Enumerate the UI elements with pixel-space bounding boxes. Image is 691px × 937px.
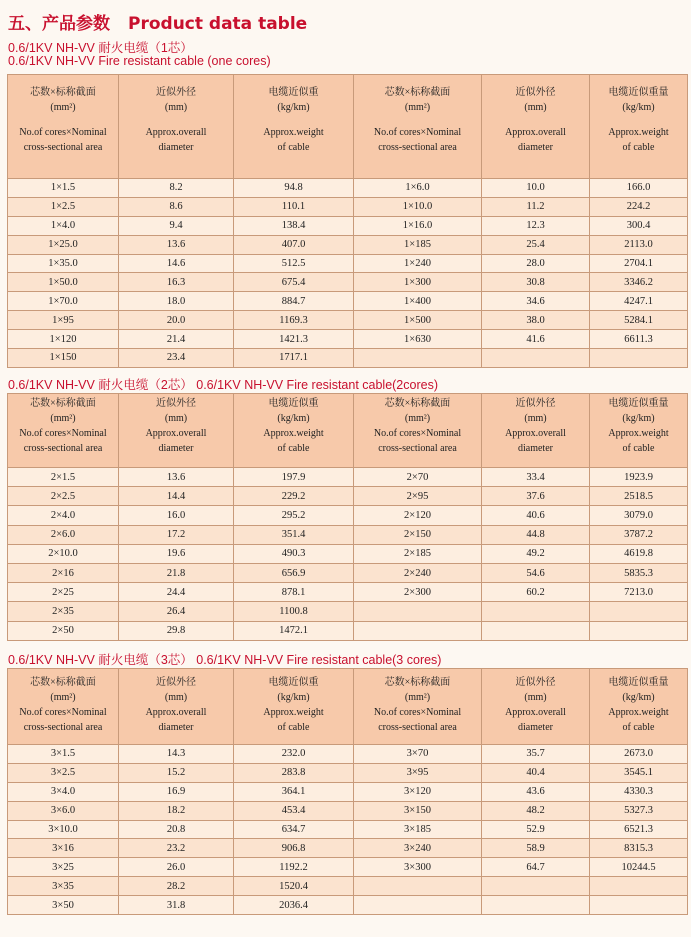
- right-cell: [482, 896, 590, 915]
- left-cell: 1×2.5: [8, 197, 119, 216]
- right-cell: 35.7: [482, 745, 590, 764]
- right-cell: 38.0: [482, 311, 590, 330]
- left-cell: 1×95: [8, 311, 119, 330]
- right-cell: 54.6: [482, 563, 590, 582]
- table-row: [8, 745, 688, 764]
- three-core-table: [7, 668, 688, 915]
- left-cell: 1×70.0: [8, 292, 119, 311]
- right-cell: 10244.5: [590, 858, 688, 877]
- header-row: [8, 669, 688, 745]
- table-row: [8, 273, 688, 292]
- header-line: of cable: [277, 722, 310, 733]
- left-cell: 14.4: [119, 487, 234, 506]
- header-line: of cable: [622, 722, 655, 733]
- one-core-table: [7, 74, 688, 368]
- table-row: [8, 292, 688, 311]
- left-cell: 3×35: [8, 877, 119, 896]
- right-cell: 6611.3: [590, 330, 688, 349]
- header-line: cross-sectional area: [378, 142, 457, 153]
- left-cell: 2×16: [8, 563, 119, 582]
- table-row: [8, 197, 688, 216]
- left-cell: 1×120: [8, 330, 119, 349]
- left-cell: 2×4.0: [8, 506, 119, 525]
- left-cell: 2×35: [8, 602, 119, 621]
- left-cell: 1×4.0: [8, 216, 119, 235]
- right-cell: 49.2: [482, 544, 590, 563]
- left-cell: 1×25.0: [8, 235, 119, 254]
- left-cell: 26.4: [119, 602, 234, 621]
- table-row: [8, 896, 688, 915]
- table-row: [8, 506, 688, 525]
- right-cell: [590, 896, 688, 915]
- header-row: [8, 394, 688, 468]
- right-cell: [482, 602, 590, 621]
- header-line: (mm): [164, 692, 188, 703]
- right-cell: 300.4: [590, 216, 688, 235]
- left-cell: 31.8: [119, 896, 234, 915]
- header-line: 近似外径: [515, 677, 556, 688]
- header-line: No.of cores×Nominal: [373, 127, 462, 138]
- right-cell: 4330.3: [590, 782, 688, 801]
- left-cell: 24.4: [119, 583, 234, 602]
- left-cell: 138.4: [234, 216, 354, 235]
- left-cell: 3×50: [8, 896, 119, 915]
- right-cell: 40.6: [482, 506, 590, 525]
- header-line: Approx.weight: [263, 707, 324, 718]
- left-cell: 634.7: [234, 820, 354, 839]
- section-2-caption: 0.6/1KV NH-VV 耐火电缆（2芯） 0.6/1KV NH-VV Fire resistant cable(2cores): [8, 378, 438, 392]
- right-cell: 3×120: [354, 782, 482, 801]
- header-line: (mm²): [404, 102, 431, 113]
- table-row: [8, 563, 688, 582]
- header-line: 芯数×标称截面: [30, 398, 96, 409]
- left-cell: 1×1.5: [8, 179, 119, 198]
- header-line: 电缆近似重量: [608, 87, 669, 98]
- right-cell: 33.4: [482, 468, 590, 487]
- right-cell: 1×6.0: [354, 179, 482, 198]
- table-row: [8, 311, 688, 330]
- left-cell: 23.2: [119, 839, 234, 858]
- right-cell: 8315.3: [590, 839, 688, 858]
- header-left-c2: [119, 669, 234, 745]
- header-line: Approx.weight: [608, 428, 669, 439]
- left-cell: 94.8: [234, 179, 354, 198]
- left-cell: 16.3: [119, 273, 234, 292]
- right-cell: 48.2: [482, 801, 590, 820]
- right-cell: [354, 621, 482, 640]
- header-line: 近似外径: [156, 87, 196, 98]
- table-row: [8, 877, 688, 896]
- header-line: of cable: [277, 142, 310, 153]
- right-cell: 1×300: [354, 273, 482, 292]
- header-line: Approx.weight: [263, 127, 324, 138]
- right-cell: 30.8: [482, 273, 590, 292]
- header-right-c3: [590, 669, 688, 745]
- left-cell: 13.6: [119, 235, 234, 254]
- header-line: 芯数×标称截面: [384, 677, 451, 688]
- right-cell: 1923.9: [590, 468, 688, 487]
- left-cell: 1520.4: [234, 877, 354, 896]
- header-line: No.of cores×Nominal: [373, 707, 462, 718]
- header-line: of cable: [277, 443, 310, 454]
- table-row: [8, 235, 688, 254]
- header-line: Approx.overall: [505, 428, 566, 439]
- left-cell: 878.1: [234, 583, 354, 602]
- left-cell: 3×6.0: [8, 801, 119, 820]
- right-cell: [354, 877, 482, 896]
- right-cell: 4247.1: [590, 292, 688, 311]
- header-line: 芯数×标称截面: [384, 398, 451, 409]
- page-title-cn: 五、产品参数: [8, 14, 110, 34]
- right-cell: 1×400: [354, 292, 482, 311]
- header-right-c1: [354, 75, 482, 179]
- left-cell: 2×6.0: [8, 525, 119, 544]
- header-line: diameter: [158, 722, 194, 733]
- header-line: No.of cores×Nominal: [373, 428, 462, 439]
- header-line: 芯数×标称截面: [30, 87, 96, 98]
- left-cell: 1×150: [8, 349, 119, 368]
- header-line: cross-sectional area: [378, 722, 457, 733]
- header-line: No.of cores×Nominal: [19, 428, 107, 439]
- right-cell: 3787.2: [590, 525, 688, 544]
- right-cell: 224.2: [590, 197, 688, 216]
- left-cell: 8.2: [119, 179, 234, 198]
- left-cell: 2×1.5: [8, 468, 119, 487]
- table-row: [8, 839, 688, 858]
- right-cell: 5835.3: [590, 563, 688, 582]
- right-cell: 11.2: [482, 197, 590, 216]
- left-cell: 453.4: [234, 801, 354, 820]
- header-line: (kg/km): [622, 692, 655, 703]
- left-cell: 3×1.5: [8, 745, 119, 764]
- left-cell: 2×2.5: [8, 487, 119, 506]
- right-cell: 2673.0: [590, 745, 688, 764]
- left-cell: 906.8: [234, 839, 354, 858]
- header-line: No.of cores×Nominal: [19, 127, 107, 138]
- header-left-c2: [119, 75, 234, 179]
- right-cell: 3346.2: [590, 273, 688, 292]
- header-line: Approx.weight: [263, 428, 324, 439]
- left-cell: 17.2: [119, 525, 234, 544]
- left-cell: 3×2.5: [8, 763, 119, 782]
- table-row: [8, 621, 688, 640]
- right-cell: 2×240: [354, 563, 482, 582]
- section-3-caption: 0.6/1KV NH-VV 耐火电缆（3芯） 0.6/1KV NH-VV Fire resistant cable(3 cores): [8, 653, 442, 667]
- header-line: Approx.overall: [145, 707, 207, 718]
- header-right-c1: [354, 669, 482, 745]
- left-cell: 1100.8: [234, 602, 354, 621]
- left-cell: 3×10.0: [8, 820, 119, 839]
- table-row: [8, 801, 688, 820]
- left-cell: 1×50.0: [8, 273, 119, 292]
- header-left-c1: [8, 394, 119, 468]
- header-line: diameter: [158, 443, 194, 454]
- two-core-table: [7, 393, 688, 641]
- left-cell: 3×25: [8, 858, 119, 877]
- table-row: [8, 525, 688, 544]
- table-row: [8, 820, 688, 839]
- header-line: 近似外径: [515, 398, 556, 409]
- header-left-c2: [119, 394, 234, 468]
- header-line: 近似外径: [156, 398, 196, 409]
- left-cell: 23.4: [119, 349, 234, 368]
- header-line: cross-sectional area: [23, 722, 103, 733]
- header-line: (kg/km): [277, 692, 310, 703]
- left-cell: 283.8: [234, 763, 354, 782]
- right-cell: 2×185: [354, 544, 482, 563]
- right-cell: 3545.1: [590, 763, 688, 782]
- left-cell: 19.6: [119, 544, 234, 563]
- right-cell: 1×500: [354, 311, 482, 330]
- header-line: cross-sectional area: [378, 443, 457, 454]
- left-cell: 9.4: [119, 216, 234, 235]
- left-cell: 2036.4: [234, 896, 354, 915]
- left-cell: 884.7: [234, 292, 354, 311]
- right-cell: 40.4: [482, 763, 590, 782]
- table-row: [8, 468, 688, 487]
- table-row: [8, 216, 688, 235]
- right-cell: 5284.1: [590, 311, 688, 330]
- right-cell: [354, 602, 482, 621]
- right-cell: 2518.5: [590, 487, 688, 506]
- header-line: Approx.weight: [608, 707, 669, 718]
- right-cell: [590, 349, 688, 368]
- left-cell: 2×25: [8, 583, 119, 602]
- right-cell: 41.6: [482, 330, 590, 349]
- left-cell: 20.0: [119, 311, 234, 330]
- header-right-c2: [482, 669, 590, 745]
- right-cell: 1×630: [354, 330, 482, 349]
- right-cell: 12.3: [482, 216, 590, 235]
- header-line: 芯数×标称截面: [384, 87, 451, 98]
- table-row: [8, 763, 688, 782]
- left-cell: 20.8: [119, 820, 234, 839]
- header-line: (kg/km): [277, 102, 310, 113]
- left-cell: 351.4: [234, 525, 354, 544]
- header-line: (mm²): [404, 413, 431, 424]
- right-cell: 52.9: [482, 820, 590, 839]
- right-cell: 64.7: [482, 858, 590, 877]
- left-cell: 28.2: [119, 877, 234, 896]
- right-cell: 3079.0: [590, 506, 688, 525]
- header-line: 近似外径: [515, 87, 556, 98]
- header-line: (mm): [164, 413, 188, 424]
- header-line: (mm²): [50, 692, 76, 703]
- right-cell: 3×70: [354, 745, 482, 764]
- left-cell: 18.0: [119, 292, 234, 311]
- header-line: of cable: [622, 443, 655, 454]
- right-cell: 2×70: [354, 468, 482, 487]
- header-line: (mm): [524, 413, 547, 424]
- header-line: 电缆近似重: [268, 677, 319, 688]
- page-title-en: Product data table: [128, 14, 308, 34]
- right-cell: 44.8: [482, 525, 590, 544]
- table-row: [8, 583, 688, 602]
- header-line: 芯数×标称截面: [30, 677, 96, 688]
- right-cell: [590, 621, 688, 640]
- right-cell: 5327.3: [590, 801, 688, 820]
- right-cell: 10.0: [482, 179, 590, 198]
- left-cell: 14.6: [119, 254, 234, 273]
- right-cell: 34.6: [482, 292, 590, 311]
- left-cell: 1169.3: [234, 311, 354, 330]
- left-cell: 364.1: [234, 782, 354, 801]
- header-line: diameter: [158, 142, 194, 153]
- right-cell: 2113.0: [590, 235, 688, 254]
- left-cell: 229.2: [234, 487, 354, 506]
- left-cell: 295.2: [234, 506, 354, 525]
- left-cell: 16.9: [119, 782, 234, 801]
- left-cell: 2×50: [8, 621, 119, 640]
- right-cell: 1×185: [354, 235, 482, 254]
- left-cell: 29.8: [119, 621, 234, 640]
- right-cell: 4619.8: [590, 544, 688, 563]
- left-cell: 197.9: [234, 468, 354, 487]
- header-line: 电缆近似重量: [608, 677, 669, 688]
- table-row: [8, 544, 688, 563]
- left-cell: 110.1: [234, 197, 354, 216]
- header-right-c3: [590, 394, 688, 468]
- left-cell: 16.0: [119, 506, 234, 525]
- right-cell: 25.4: [482, 235, 590, 254]
- header-line: (mm): [524, 102, 547, 113]
- page-title: [8, 9, 307, 34]
- header-line: 电缆近似重: [268, 398, 319, 409]
- right-cell: 1×16.0: [354, 216, 482, 235]
- header-line: Approx.overall: [145, 428, 207, 439]
- section-1-caption-en: 0.6/1KV NH-VV Fire resistant cable (one cores): [8, 54, 271, 68]
- header-line: (mm²): [50, 102, 76, 113]
- right-cell: [354, 896, 482, 915]
- table-row: [8, 487, 688, 506]
- header-line: diameter: [518, 142, 553, 153]
- left-cell: 656.9: [234, 563, 354, 582]
- left-cell: 1×35.0: [8, 254, 119, 273]
- left-cell: 232.0: [234, 745, 354, 764]
- header-line: (kg/km): [622, 102, 655, 113]
- left-cell: 407.0: [234, 235, 354, 254]
- right-cell: 37.6: [482, 487, 590, 506]
- header-line: diameter: [518, 443, 553, 454]
- right-cell: [482, 349, 590, 368]
- left-cell: 15.2: [119, 763, 234, 782]
- right-cell: [590, 602, 688, 621]
- header-line: Approx.overall: [505, 127, 566, 138]
- header-line: of cable: [622, 142, 655, 153]
- right-cell: 2704.1: [590, 254, 688, 273]
- header-line: cross-sectional area: [23, 443, 103, 454]
- left-cell: 26.0: [119, 858, 234, 877]
- section-1-caption-cn: 0.6/1KV NH-VV 耐火电缆（1芯）: [8, 41, 193, 55]
- header-line: 电缆近似重量: [608, 398, 669, 409]
- right-cell: 6521.3: [590, 820, 688, 839]
- header-row: [8, 75, 688, 179]
- table-row: [8, 858, 688, 877]
- header-line: (mm²): [404, 692, 431, 703]
- header-line: Approx.overall: [505, 707, 566, 718]
- header-line: 近似外径: [156, 677, 196, 688]
- header-left-c3: [234, 75, 354, 179]
- right-cell: [482, 877, 590, 896]
- table-row: [8, 782, 688, 801]
- right-cell: 3×185: [354, 820, 482, 839]
- right-cell: 2×150: [354, 525, 482, 544]
- right-cell: 3×300: [354, 858, 482, 877]
- right-cell: 1×240: [354, 254, 482, 273]
- header-right-c1: [354, 394, 482, 468]
- header-left-c3: [234, 394, 354, 468]
- table-row: [8, 602, 688, 621]
- header-line: Approx.overall: [145, 127, 207, 138]
- right-cell: 43.6: [482, 782, 590, 801]
- left-cell: 2×10.0: [8, 544, 119, 563]
- table-row: [8, 330, 688, 349]
- left-cell: 3×4.0: [8, 782, 119, 801]
- left-cell: 1421.3: [234, 330, 354, 349]
- header-line: cross-sectional area: [23, 142, 103, 153]
- right-cell: 28.0: [482, 254, 590, 273]
- header-line: 电缆近似重: [268, 87, 319, 98]
- right-cell: 3×95: [354, 763, 482, 782]
- header-line: No.of cores×Nominal: [19, 707, 107, 718]
- left-cell: 512.5: [234, 254, 354, 273]
- header-left-c1: [8, 75, 119, 179]
- header-line: Approx.weight: [608, 127, 669, 138]
- left-cell: 1192.2: [234, 858, 354, 877]
- left-cell: 490.3: [234, 544, 354, 563]
- right-cell: 166.0: [590, 179, 688, 198]
- right-cell: [590, 877, 688, 896]
- right-cell: 58.9: [482, 839, 590, 858]
- header-left-c1: [8, 669, 119, 745]
- right-cell: 60.2: [482, 583, 590, 602]
- left-cell: 13.6: [119, 468, 234, 487]
- left-cell: 1717.1: [234, 349, 354, 368]
- header-line: (mm²): [50, 413, 76, 424]
- left-cell: 3×16: [8, 839, 119, 858]
- left-cell: 675.4: [234, 273, 354, 292]
- left-cell: 14.3: [119, 745, 234, 764]
- left-cell: 8.6: [119, 197, 234, 216]
- right-cell: [482, 621, 590, 640]
- header-line: (kg/km): [277, 413, 310, 424]
- header-left-c3: [234, 669, 354, 745]
- right-cell: 7213.0: [590, 583, 688, 602]
- right-cell: 2×120: [354, 506, 482, 525]
- header-line: (kg/km): [622, 413, 655, 424]
- header-line: diameter: [518, 722, 553, 733]
- header-line: (mm): [524, 692, 547, 703]
- header-line: (mm): [164, 102, 188, 113]
- right-cell: [354, 349, 482, 368]
- right-cell: 1×10.0: [354, 197, 482, 216]
- header-right-c2: [482, 75, 590, 179]
- right-cell: 2×95: [354, 487, 482, 506]
- header-right-c3: [590, 75, 688, 179]
- header-right-c2: [482, 394, 590, 468]
- left-cell: 18.2: [119, 801, 234, 820]
- right-cell: 3×150: [354, 801, 482, 820]
- right-cell: 2×300: [354, 583, 482, 602]
- table-row: [8, 349, 688, 368]
- left-cell: 21.8: [119, 563, 234, 582]
- table-row: [8, 254, 688, 273]
- left-cell: 1472.1: [234, 621, 354, 640]
- table-row: [8, 179, 688, 198]
- right-cell: 3×240: [354, 839, 482, 858]
- left-cell: 21.4: [119, 330, 234, 349]
